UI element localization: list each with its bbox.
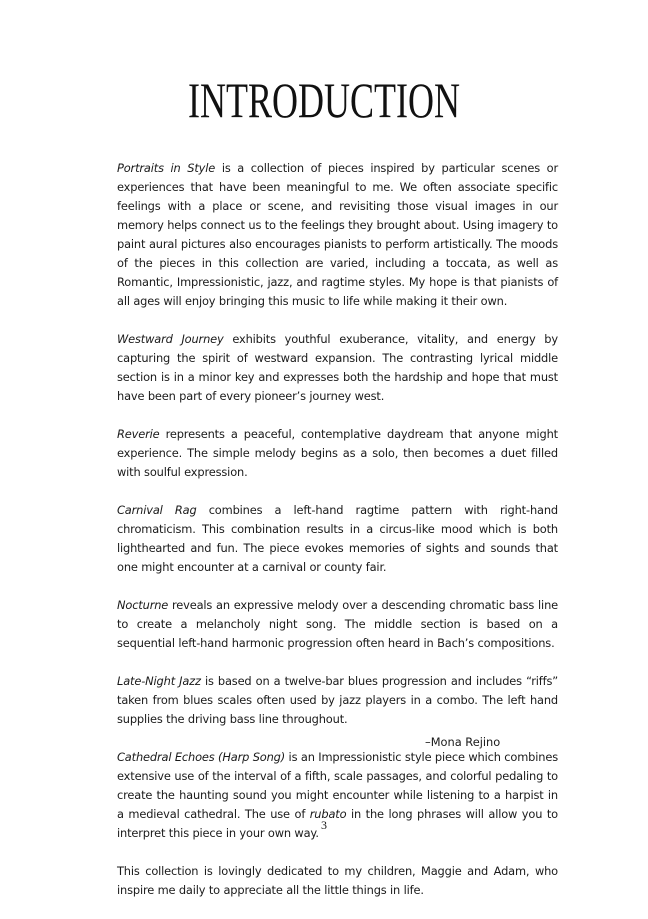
- paragraph-reverie: Reverie represents a peaceful, contemplative daydream that anyone might experience. The simple melody begins as a solo, then becomes a duet filled with soulful expression.: [117, 427, 558, 479]
- rubato-term: rubato: [309, 807, 347, 821]
- collection-title: Portraits in Style: [117, 161, 216, 175]
- piece-title: Reverie: [117, 427, 160, 441]
- paragraph-dedication: This collection is lovingly dedicated to my children, Maggie and Adam, who inspire me daily to appreciate all the little things in life.: [117, 864, 558, 897]
- author-signature: –Mona Rejino: [425, 735, 501, 749]
- paragraph-nocturne: Nocturne reveals an expressive melody over a descending chromatic bass line to create a melancholy night song. The middle section is based on a sequential left-hand harmonic progression often heard in Bach’s compositions.: [117, 598, 558, 650]
- page-number: 3: [321, 818, 327, 832]
- paragraph-carnival-rag: Carnival Rag combines a left-hand ragtime pattern with right-hand chromaticism. This combination results in a circus-like mood which is both lighthearted and fun. The piece evokes memories of sights and sounds that one might encounter at a carnival or county fair.: [117, 503, 558, 574]
- paragraph-late-night-jazz: Late-Night Jazz is based on a twelve-bar blues progression and includes “riffs” taken from blues scales often used by jazz players in a combo. The left hand supplies the driving bass line throughout.: [117, 674, 558, 726]
- piece-title: Cathedral Echoes (Harp Song): [117, 750, 286, 764]
- paragraph-westward-journey: Westward Journey exhibits youthful exuberance, vitality, and energy by capturing the spirit of westward expansion. The contrasting lyrical middle section is in a minor key and expresses both the hardship and hope that must have been part of every pioneer’s journey west.: [117, 332, 558, 403]
- piece-title: Late-Night Jazz: [117, 674, 201, 688]
- paragraph-overview: Portraits in Style is a collection of pieces inspired by particular scenes or experiences that have been meaningful to me. We often associate specific feelings with a place or scene, and revisiting those visual images in our memory helps connect us to the feelings they brought about. Using imagery to paint aural pictures also encourages pianists to perform artistically. The moods of the pieces in this collection are varied, including a toccata, as well as Romantic, Impressionistic, jazz, and ragtime styles. My hope is that pianists of all ages will enjoy bringing this music to life while making it their own.: [117, 161, 558, 308]
- piece-title: Nocturne: [117, 598, 169, 612]
- paragraph-cathedral-echoes: Cathedral Echoes (Harp Song) is an Impressionistic style piece which combines extensive use of the interval of a fifth, scale passages, and colorful pedaling to create the haunting sound you might encounter while listening to a harpist in a medieval cathedral. The use of rubato in the long phrases will allow you to interpret this piece in your own way.: [117, 750, 559, 840]
- piece-title: Carnival Rag: [117, 503, 197, 517]
- page-title: INTRODUCTION: [188, 72, 460, 128]
- piece-title: Westward Journey: [117, 332, 224, 346]
- introduction-body: [117, 159, 558, 919]
